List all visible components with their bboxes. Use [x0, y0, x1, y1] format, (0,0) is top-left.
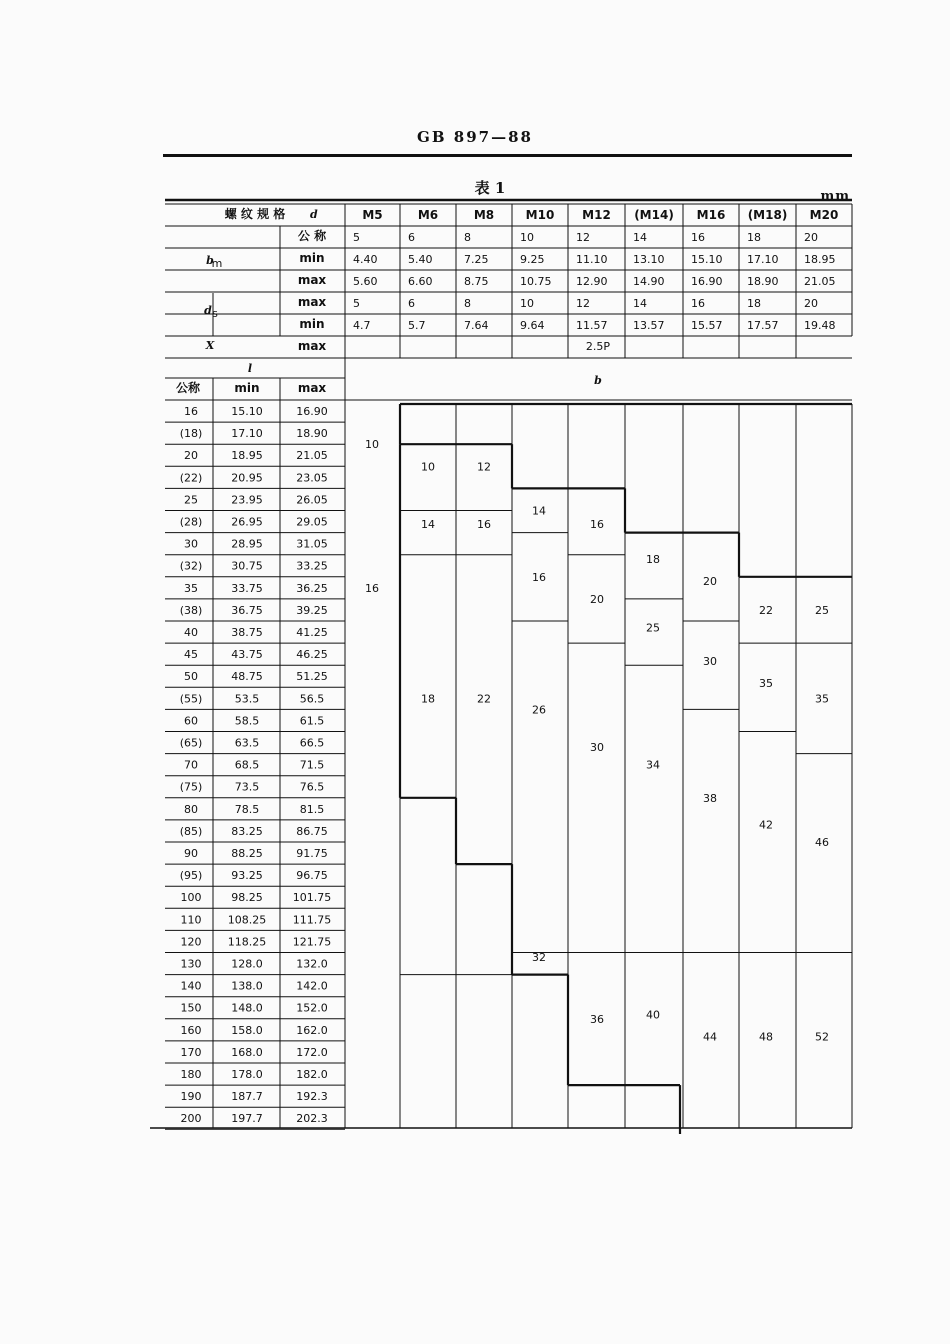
- length-min-2: 18.95: [231, 449, 263, 463]
- b-value-M18-0: 22: [759, 603, 773, 617]
- bm-nominal-2: 8: [464, 231, 471, 244]
- length-max-15: 66.5: [299, 736, 325, 750]
- bm-max-7: 18.90: [747, 275, 779, 288]
- length-nominal-32: 200: [180, 1112, 202, 1126]
- ds-max-3: 10: [520, 297, 534, 310]
- bm-min-4: 11.10: [576, 253, 608, 266]
- size-header-3: M10: [525, 208, 555, 222]
- b-value-M18-1: 35: [759, 676, 773, 690]
- length-max-4: 26.05: [296, 493, 328, 507]
- size-header-7: (M18): [747, 208, 788, 222]
- length-nominal-21: (95): [179, 869, 203, 883]
- length-max-14: 61.5: [299, 714, 325, 728]
- length-min-24: 118.25: [227, 935, 267, 949]
- ds-max-1: 6: [408, 297, 415, 310]
- b-value-M10-3: 32: [532, 950, 546, 964]
- length-max-16: 71.5: [299, 758, 325, 772]
- length-nominal-23: 110: [180, 913, 202, 927]
- table-title: 表 1: [474, 179, 506, 197]
- length-nominal-13: (55): [179, 692, 203, 706]
- length-min-17: 73.5: [234, 780, 260, 794]
- ds-max-7: 18: [747, 297, 761, 310]
- standard-code: GB 897—88: [417, 128, 533, 146]
- length-max-31: 192.3: [296, 1090, 328, 1104]
- ds-min-4: 11.57: [576, 319, 608, 332]
- length-nominal-14: 60: [184, 714, 198, 728]
- length-min-8: 33.75: [231, 581, 263, 595]
- bm-min-6: 15.10: [691, 253, 723, 266]
- bm-label: b: [206, 254, 214, 267]
- length-min-0: 15.10: [231, 405, 263, 418]
- length-nominal-20: 90: [184, 847, 198, 860]
- length-nominal-5: (28): [179, 515, 203, 529]
- length-nominal-25: 130: [180, 957, 202, 971]
- b-value-M20-2: 46: [815, 836, 829, 849]
- bm-min-1: 5.40: [408, 253, 433, 266]
- bm-min-0: 4.40: [353, 253, 378, 266]
- bm-max-8: 21.05: [804, 275, 836, 288]
- length-nominal-26: 140: [180, 979, 202, 993]
- length-max-2: 21.05: [296, 449, 328, 463]
- size-header-4: M12: [582, 208, 611, 222]
- bm-min-label: min: [299, 251, 325, 265]
- bm-max-0: 5.60: [353, 275, 378, 288]
- length-max-27: 152.0: [296, 1001, 328, 1015]
- length-min-27: 148.0: [231, 1001, 263, 1015]
- length-nominal-22: 100: [180, 891, 202, 905]
- length-nominal-6: 30: [184, 537, 198, 551]
- thread-spec-label: 螺 纹 规 格: [224, 207, 286, 221]
- length-min-14: 58.5: [234, 714, 260, 728]
- length-min-23: 108.25: [227, 913, 267, 927]
- bm-max-1: 6.60: [408, 275, 433, 288]
- size-header-2: M8: [473, 208, 495, 222]
- l-label: l: [247, 362, 253, 375]
- size-header-6: M16: [696, 208, 726, 222]
- length-max-3: 23.05: [296, 471, 328, 485]
- length-nominal-24: 120: [180, 935, 202, 949]
- length-min-15: 63.5: [234, 736, 260, 750]
- length-max-0: 16.90: [296, 405, 328, 418]
- length-nominal-12: 50: [184, 670, 198, 684]
- length-nominal-28: 160: [180, 1023, 202, 1037]
- length-min-9: 36.75: [231, 603, 263, 617]
- x-label: X: [205, 339, 215, 352]
- length-max-19: 86.75: [296, 824, 328, 838]
- size-header-1: M6: [417, 208, 439, 222]
- length-max-24: 121.75: [292, 935, 332, 949]
- unit-label: mm: [820, 189, 850, 204]
- length-min-26: 138.0: [231, 979, 263, 993]
- length-max-8: 36.25: [296, 581, 328, 595]
- b-value-M14-3: 40: [646, 1008, 660, 1022]
- b-value-M14-0: 18: [646, 553, 660, 567]
- length-max-7: 33.25: [296, 559, 328, 573]
- b-value-M12-3: 36: [590, 1012, 604, 1026]
- length-min-3: 20.95: [231, 471, 263, 485]
- bm-max-3: 10.75: [520, 275, 552, 288]
- ds-min-2: 7.64: [464, 319, 489, 332]
- bm-nominal-0: 5: [353, 231, 360, 244]
- length-max-5: 29.05: [296, 515, 328, 529]
- length-nominal-3: (22): [179, 471, 203, 485]
- length-nominal-19: (85): [179, 824, 203, 838]
- b-value-M5-0: 10: [365, 438, 379, 452]
- length-max-25: 132.0: [296, 957, 328, 971]
- b-value-M20-0: 25: [815, 603, 829, 617]
- bm-nominal-5: 14: [633, 231, 647, 244]
- size-header-8: M20: [809, 208, 839, 222]
- length-nominal-10: 40: [184, 626, 198, 639]
- b-value-M10-0: 14: [532, 504, 546, 518]
- b-value-M10-1: 16: [532, 570, 546, 584]
- b-label: b: [594, 374, 602, 387]
- length-nominal-15: (65): [179, 736, 203, 750]
- size-header-5: (M14): [634, 208, 674, 222]
- b-value-M16-0: 20: [703, 575, 717, 589]
- b-value-M12-2: 30: [590, 740, 604, 754]
- length-nominal-29: 170: [180, 1045, 202, 1059]
- b-value-M5-1: 16: [365, 581, 379, 595]
- length-nominal-30: 180: [180, 1068, 202, 1081]
- length-min-28: 158.0: [231, 1023, 263, 1037]
- length-nominal-0: 16: [184, 405, 198, 418]
- bm-sub: m: [211, 257, 223, 270]
- length-max-29: 172.0: [296, 1045, 328, 1059]
- length-min-21: 93.25: [231, 869, 263, 883]
- length-max-17: 76.5: [299, 780, 325, 794]
- length-min-10: 38.75: [231, 626, 263, 639]
- length-nominal-18: 80: [184, 802, 198, 816]
- ds-max-0: 5: [353, 297, 360, 310]
- length-max-21: 96.75: [296, 869, 328, 883]
- ds-max-label: max: [297, 295, 327, 309]
- ds-min-3: 9.64: [520, 319, 545, 332]
- length-nominal-4: 25: [184, 493, 198, 507]
- bm-nominal-4: 12: [576, 231, 590, 244]
- length-min-19: 83.25: [231, 824, 263, 838]
- length-min-12: 48.75: [231, 670, 263, 684]
- length-min-11: 43.75: [231, 648, 263, 662]
- bm-min-3: 9.25: [520, 253, 545, 266]
- b-value-M10-2: 26: [532, 703, 546, 717]
- length-nominal-1: (18): [179, 427, 203, 441]
- b-value-M8-1: 16: [477, 517, 491, 531]
- length-nominal-2: 20: [184, 449, 198, 463]
- size-header-0: M5: [362, 208, 383, 222]
- length-max-1: 18.90: [296, 427, 328, 441]
- ds-max-8: 20: [804, 297, 818, 310]
- length-max-26: 142.0: [296, 979, 328, 993]
- bm-max-5: 14.90: [633, 275, 665, 288]
- length-nominal-16: 70: [184, 758, 198, 772]
- b-value-M16-2: 38: [703, 791, 717, 805]
- b-value-M20-3: 52: [815, 1030, 829, 1044]
- length-max-32: 202.3: [296, 1112, 328, 1126]
- ds-max-4: 12: [576, 297, 590, 310]
- length-min-31: 187.7: [231, 1090, 263, 1104]
- b-value-M14-2: 34: [646, 758, 660, 772]
- length-min-4: 23.95: [231, 493, 263, 507]
- length-max-20: 91.75: [296, 847, 328, 860]
- thread-spec-symbol: d: [310, 208, 318, 221]
- bm-min-2: 7.25: [464, 253, 489, 266]
- length-min-1: 17.10: [231, 427, 263, 441]
- b-value-M8-0: 12: [477, 460, 491, 474]
- length-min-5: 26.95: [231, 515, 263, 529]
- ds-min-7: 17.57: [747, 319, 779, 332]
- l-min-label: min: [234, 381, 260, 395]
- length-nominal-27: 150: [180, 1001, 202, 1015]
- length-min-29: 168.0: [231, 1045, 263, 1059]
- bm-nominal-8: 20: [804, 231, 818, 244]
- b-value-M16-3: 44: [703, 1030, 717, 1044]
- length-max-28: 162.0: [296, 1023, 328, 1037]
- length-max-10: 41.25: [296, 626, 328, 639]
- ds-max-5: 14: [633, 297, 647, 310]
- length-max-18: 81.5: [299, 802, 325, 816]
- b-value-M6-1: 14: [421, 517, 435, 531]
- b-value-M18-3: 48: [759, 1030, 773, 1044]
- bm-max-2: 8.75: [464, 275, 489, 288]
- bm-nominal-3: 10: [520, 231, 534, 244]
- bm-nominal-label: 公 称: [297, 229, 327, 243]
- ds-min-1: 5.7: [408, 319, 426, 332]
- ds-max-6: 16: [691, 297, 705, 310]
- length-min-20: 88.25: [231, 847, 263, 860]
- length-min-13: 53.5: [234, 692, 260, 706]
- ds-sub: s: [212, 307, 218, 320]
- length-max-12: 51.25: [296, 670, 328, 684]
- length-min-18: 78.5: [234, 802, 260, 816]
- bm-min-8: 18.95: [804, 253, 836, 266]
- l-nominal-label: 公称: [175, 381, 201, 395]
- x-value: 2.5P: [585, 340, 611, 353]
- ds-min-0: 4.7: [353, 319, 371, 332]
- bm-max-6: 16.90: [691, 275, 723, 288]
- bm-max-label: max: [297, 273, 327, 287]
- ds-min-8: 19.48: [804, 319, 836, 332]
- length-min-6: 28.95: [231, 537, 263, 551]
- ds-min-6: 15.57: [691, 319, 723, 332]
- length-min-30: 178.0: [231, 1068, 263, 1081]
- length-min-7: 30.75: [231, 559, 263, 573]
- length-max-22: 101.75: [292, 891, 332, 905]
- ds-min-label: min: [299, 317, 325, 331]
- length-nominal-11: 45: [184, 648, 198, 662]
- bm-nominal-1: 6: [408, 231, 415, 244]
- b-value-M12-0: 16: [590, 517, 604, 531]
- length-min-25: 128.0: [231, 957, 263, 971]
- length-min-22: 98.25: [231, 891, 263, 905]
- length-max-9: 39.25: [296, 603, 328, 617]
- length-nominal-17: (75): [179, 780, 203, 794]
- l-max-label: max: [297, 381, 327, 395]
- bm-min-7: 17.10: [747, 253, 779, 266]
- length-min-32: 197.7: [231, 1112, 263, 1126]
- length-nominal-31: 190: [180, 1090, 202, 1104]
- b-value-M14-1: 25: [646, 621, 660, 635]
- bm-nominal-7: 18: [747, 231, 761, 244]
- length-max-6: 31.05: [296, 537, 328, 551]
- bm-min-5: 13.10: [633, 253, 665, 266]
- b-value-M8-2: 22: [477, 692, 491, 706]
- ds-min-5: 13.57: [633, 319, 665, 332]
- length-nominal-7: (32): [179, 559, 203, 573]
- bm-max-4: 12.90: [576, 275, 608, 288]
- length-max-13: 56.5: [299, 692, 325, 706]
- length-nominal-9: (38): [179, 603, 203, 617]
- ds-label: d: [204, 304, 212, 317]
- length-nominal-8: 35: [184, 581, 198, 595]
- length-max-30: 182.0: [296, 1068, 328, 1081]
- bm-nominal-6: 16: [691, 231, 705, 244]
- b-value-M6-2: 18: [421, 692, 435, 706]
- length-min-16: 68.5: [234, 758, 260, 772]
- b-value-M18-2: 42: [759, 818, 773, 832]
- length-max-23: 111.75: [292, 913, 332, 927]
- b-value-M16-1: 30: [703, 654, 717, 668]
- b-value-M6-0: 10: [421, 460, 435, 474]
- b-value-M20-1: 35: [815, 692, 829, 706]
- length-max-11: 46.25: [296, 648, 328, 662]
- ds-max-2: 8: [464, 297, 471, 310]
- b-value-M12-1: 20: [590, 592, 604, 606]
- x-max-label: max: [297, 339, 327, 353]
